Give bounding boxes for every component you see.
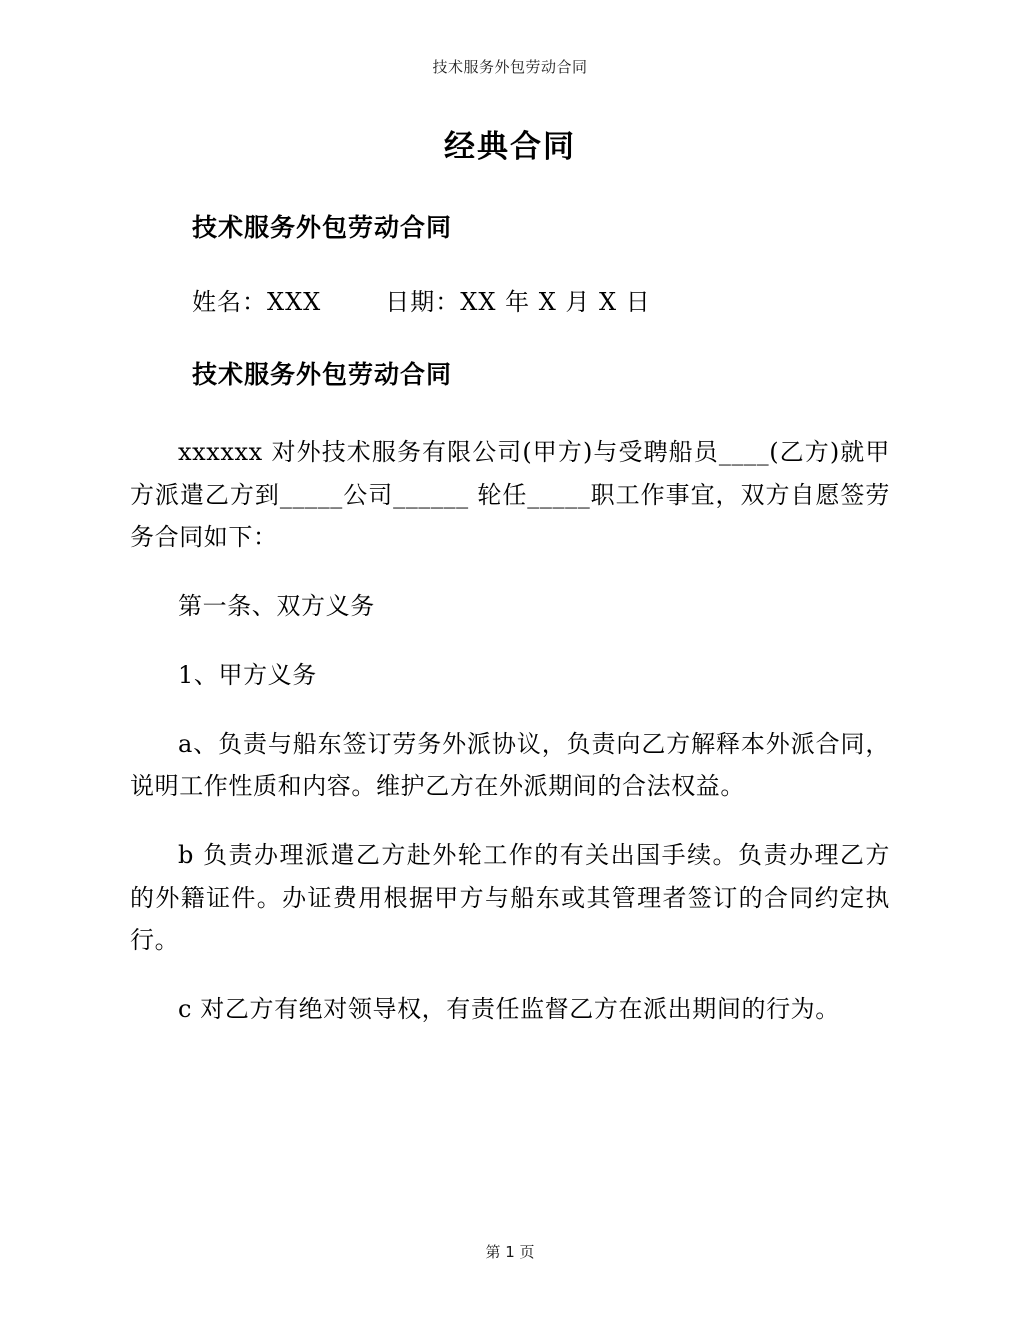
running-header: 技术服务外包劳动合同 bbox=[432, 58, 588, 76]
meta-name: 姓名：XXX bbox=[192, 288, 322, 316]
section-title: 技术服务外包劳动合同 bbox=[192, 360, 453, 389]
page-footer: 第 1 页 bbox=[485, 1243, 535, 1261]
paragraph: xxxxxx 对外技术服务有限公司(甲方)与受聘船员____(乙方)就甲方派遣乙方到_____公司______ 轮任_____职工作事宜，双方自愿签劳务合同如下： bbox=[130, 438, 890, 552]
meta-date: 日期：XX 年 X 月 X 日 bbox=[385, 288, 651, 316]
paragraph: a、负责与船东签订劳务外派协议，负责向乙方解释本外派合同，说明工作性质和内容。维护乙方在外派期间的合法权益。 bbox=[130, 729, 890, 801]
document-meta bbox=[130, 282, 890, 317]
document-subtitle: 技术服务外包劳动合同 bbox=[192, 213, 453, 242]
paragraph: b 负责办理派遣乙方赴外轮工作的有关出国手续。负责办理乙方的外籍证件。办证费用根据甲方与船东或其管理者签订的合同约定执行。 bbox=[130, 841, 890, 955]
paragraph: 第一条、双方义务 bbox=[178, 592, 375, 621]
paragraph: 1、甲方义务 bbox=[178, 660, 317, 689]
page-title: 经典合同 bbox=[444, 129, 576, 165]
paragraph: c 对乙方有绝对领导权，有责任监督乙方在派出期间的行为。 bbox=[178, 995, 840, 1024]
